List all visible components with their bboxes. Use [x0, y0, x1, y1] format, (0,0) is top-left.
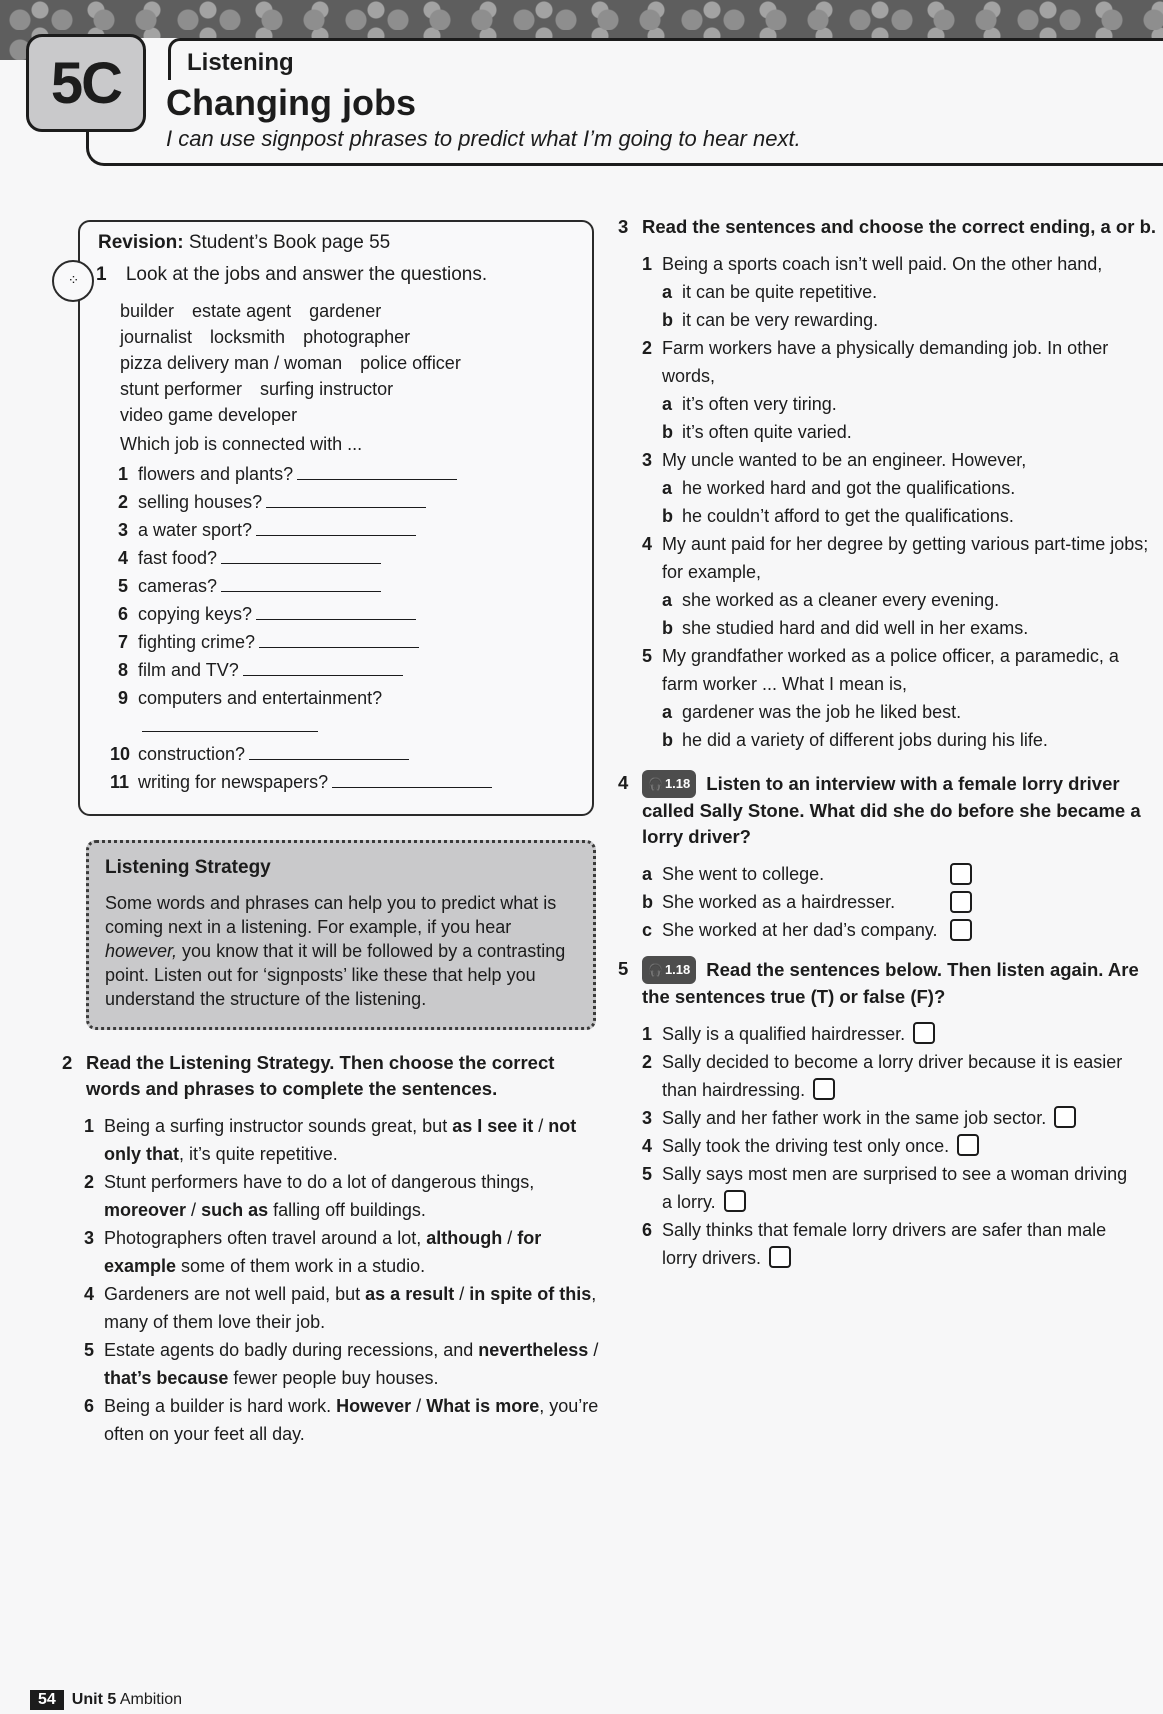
choice-option[interactable]: for example: [104, 1228, 542, 1276]
page-footer: [30, 1690, 182, 1710]
item-text: writing for newspapers?: [138, 772, 329, 792]
option-text: he worked hard and got the qualifications.: [682, 478, 1016, 498]
exercise-3-items: [642, 250, 1158, 754]
item-text: Being a surfing instructor sounds great, but: [104, 1116, 453, 1136]
item-text: Sally took the driving test only once.: [662, 1136, 950, 1156]
item-text: Sally says most men are surprised to see a woman driving a lorry.: [662, 1164, 1128, 1212]
exercise-2: [62, 1050, 602, 1448]
strategy-text-a: Some words and phrases can help you to predict what is coming next in a listening. For example, if you hear: [105, 893, 557, 937]
item-number: 4: [84, 1284, 95, 1304]
option-text: she worked as a cleaner every evening.: [682, 590, 1000, 610]
revision-heading: [98, 232, 390, 254]
list-item: [642, 1048, 1142, 1104]
revision-label: Revision:: [98, 232, 184, 253]
exercise-5-number: 5: [618, 958, 629, 979]
option-a[interactable]: a he worked hard and got the qualifications.: [662, 474, 1158, 502]
item-text: Sally and her father work in the same job sector.: [662, 1108, 1047, 1128]
item-text: flowers and plants?: [138, 464, 294, 484]
item-stem: My uncle wanted to be an engineer. However,: [662, 450, 1027, 470]
option-b[interactable]: b it can be very rewarding.: [662, 306, 1158, 334]
answer-blank[interactable]: [266, 492, 426, 508]
option-a[interactable]: a she worked as a cleaner every evening.: [662, 586, 1158, 614]
option-text: She worked at her dad’s company.: [662, 920, 938, 940]
dots-icon: ⁘: [52, 260, 94, 302]
answer-blank[interactable]: [221, 548, 381, 564]
item-text: Stunt performers have to do a lot of dangerous things,: [104, 1172, 535, 1192]
choice-option[interactable]: such as: [201, 1200, 269, 1220]
job-word: stunt performer: [120, 379, 243, 399]
item-text: computers and entertainment?: [138, 688, 383, 708]
item-text: construction?: [138, 744, 246, 764]
exercise-4-instruction: [618, 770, 1158, 850]
option-a[interactable]: a it’s often very tiring.: [662, 390, 1158, 418]
headphones-icon: 🎧: [648, 777, 663, 791]
option-letter: c: [642, 920, 653, 940]
list-item: [118, 576, 492, 604]
item-text: Photographers often travel around a lot,: [104, 1228, 427, 1248]
exercise-4-text: Listen to an interview with a female lorry driver called Sally Stone. What did she do before she became a lorry driver?: [642, 773, 1141, 847]
exercise-3-text: Read the sentences and choose the correct ending, a or b.: [642, 216, 1157, 237]
unit-name: Ambition: [119, 1691, 183, 1708]
item-text: selling houses?: [138, 492, 263, 512]
item-stem: Farm workers have a physically demanding job. In other words,: [662, 338, 1109, 386]
list-item: [642, 446, 1158, 530]
item-stem: My grandfather worked as a police officer, a paramedic, a farm worker ... What I mean is,: [662, 646, 1119, 694]
choice-separator: /: [411, 1396, 427, 1416]
tick-box[interactable]: [813, 1078, 835, 1100]
unit-label: [72, 1691, 182, 1709]
item-number: 8: [118, 660, 129, 680]
audio-track-number: 1.18: [664, 962, 691, 977]
list-item: [118, 548, 492, 576]
strategy-title: Listening Strategy: [105, 857, 271, 878]
option-letter: a: [642, 864, 653, 884]
choice-option[interactable]: in spite of this: [469, 1284, 592, 1304]
item-text: fighting crime?: [138, 632, 256, 652]
tick-box[interactable]: [913, 1022, 935, 1044]
item-number: 3: [84, 1228, 95, 1248]
item-text: a water sport?: [138, 520, 253, 540]
list-item: [642, 888, 972, 916]
option-text: it can be very rewarding.: [682, 310, 879, 330]
option-text: it’s often very tiring.: [682, 394, 837, 414]
headphones-icon: 🎧: [648, 963, 663, 977]
list-item: [84, 1280, 602, 1336]
item-text: Gardeners are not well paid, but: [104, 1284, 366, 1304]
option-text: she studied hard and did well in her exams.: [682, 618, 1029, 638]
item-number: 3: [118, 520, 129, 540]
job-row: [120, 298, 479, 324]
item-text: some of them work in a studio.: [176, 1256, 426, 1276]
option-b[interactable]: b it’s often quite varied.: [662, 418, 1158, 446]
tick-box[interactable]: [950, 891, 972, 913]
item-number: 5: [118, 576, 129, 596]
tick-box[interactable]: [950, 863, 972, 885]
exercise-1-text: Look at the jobs and answer the questions.: [125, 264, 488, 285]
item-number: 2: [118, 492, 129, 512]
item-number: 7: [118, 632, 129, 652]
choice-option[interactable]: What is more: [426, 1396, 540, 1416]
job-row: [120, 350, 479, 376]
choice-separator: /: [588, 1340, 599, 1360]
tick-box[interactable]: [724, 1190, 746, 1212]
item-number: 1: [84, 1116, 95, 1136]
strategy-text: [105, 891, 577, 1011]
list-item: [84, 1336, 602, 1392]
answer-blank[interactable]: [332, 772, 492, 788]
job-row: [120, 402, 479, 428]
list-item: [642, 1216, 1142, 1272]
choice-separator: /: [533, 1116, 549, 1136]
list-item: [642, 530, 1158, 642]
list-item: [118, 464, 492, 492]
item-number: 4: [642, 534, 653, 554]
list-item: [118, 660, 492, 688]
list-item: [118, 716, 492, 744]
item-number: 1: [642, 1024, 653, 1044]
option-b[interactable]: b he couldn’t afford to get the qualifications.: [662, 502, 1158, 530]
answer-blank[interactable]: [221, 576, 381, 592]
unit-badge: 5C: [26, 34, 146, 132]
choice-option[interactable]: nevertheless: [478, 1340, 589, 1360]
item-stem: My aunt paid for her degree by getting various part-time jobs; for example,: [662, 534, 1149, 582]
item-text: Being a builder is hard work.: [104, 1396, 337, 1416]
lesson-goal: I can use signpost phrases to predict what I’m going to hear next.: [166, 126, 801, 151]
job-list: [120, 298, 479, 428]
item-text: fast food?: [138, 548, 218, 568]
list-item: [642, 1020, 1142, 1048]
answer-blank[interactable]: [256, 520, 416, 536]
job-word: photographer: [303, 327, 411, 347]
item-text: copying keys?: [138, 604, 253, 624]
item-number: 4: [642, 1136, 653, 1156]
job-word: gardener: [309, 301, 382, 321]
list-item: [642, 860, 972, 888]
revision-box: [67, 220, 594, 816]
job-word: builder: [120, 301, 175, 321]
exercise-3-number: 3: [618, 216, 629, 237]
option-letter: b: [642, 892, 653, 912]
exercise-5-items: [642, 1020, 1142, 1272]
item-number: 5: [642, 646, 653, 666]
tick-box[interactable]: [950, 919, 972, 941]
item-number: 6: [642, 1220, 653, 1240]
item-number: 1: [642, 254, 653, 274]
option-text: it’s often quite varied.: [682, 422, 852, 442]
unit-number: Unit 5: [71, 1691, 117, 1708]
option-text: he couldn’t afford to get the qualifications.: [682, 506, 1014, 526]
exercise-5: [618, 956, 1158, 1272]
option-b[interactable]: b she studied hard and did well in her exams.: [662, 614, 1158, 642]
option-text: She worked as a hairdresser.: [662, 892, 896, 912]
choice-option[interactable]: as I see it: [452, 1116, 534, 1136]
answer-blank[interactable]: [142, 716, 318, 732]
job-word: pizza delivery man / woman: [120, 353, 343, 373]
item-number: 11: [110, 772, 130, 792]
choice-option[interactable]: not only that: [104, 1116, 577, 1164]
job-word: police officer: [360, 353, 461, 373]
list-item: [84, 1224, 602, 1280]
item-number: 10: [110, 744, 131, 764]
option-text: he did a variety of different jobs during his life.: [682, 730, 1048, 750]
option-b[interactable]: b he did a variety of different jobs during his life.: [662, 726, 1158, 754]
choice-option[interactable]: moreover: [104, 1200, 187, 1220]
list-item: [642, 916, 972, 944]
item-number: 2: [642, 1052, 653, 1072]
tick-box[interactable]: [957, 1134, 979, 1156]
list-item: [642, 1132, 1142, 1160]
exercise-4: [618, 770, 1158, 944]
list-item: [642, 1160, 1142, 1216]
item-number: 9: [118, 688, 129, 708]
job-word: estate agent: [192, 301, 292, 321]
audio-track-badge[interactable]: [642, 770, 696, 798]
exercise-2-text: Read the Listening Strategy. Then choose the correct words and phrases to complete the sentences.: [86, 1052, 555, 1099]
exercise-1-intro: Which job is connected with ...: [120, 434, 363, 454]
answer-blank[interactable]: [256, 604, 416, 620]
item-text: Sally is a qualified hairdresser.: [662, 1024, 906, 1044]
list-item: [642, 642, 1158, 754]
exercise-5-instruction: [618, 956, 1158, 1010]
option-a[interactable]: a it can be quite repetitive.: [662, 278, 1158, 306]
answer-blank[interactable]: [259, 632, 419, 648]
item-text: , it’s quite repetitive.: [179, 1144, 338, 1164]
exercise-4-number: 4: [618, 772, 629, 793]
exercise-5-text: Read the sentences below. Then listen again. Are the sentences true (T) or false (F)?: [642, 959, 1139, 1007]
item-text: Sally thinks that female lorry drivers are safer than male lorry drivers.: [662, 1220, 1107, 1268]
list-item: [118, 604, 492, 632]
list-item: [110, 744, 492, 772]
choice-separator: /: [502, 1228, 518, 1248]
answer-blank[interactable]: [297, 464, 457, 480]
list-item: [642, 1104, 1142, 1132]
item-number: 3: [642, 450, 653, 470]
exercise-2-instruction: [62, 1050, 602, 1102]
answer-blank[interactable]: [249, 744, 409, 760]
item-text: , many of them love their job.: [104, 1284, 597, 1332]
choice-option[interactable]: as a result: [365, 1284, 455, 1304]
job-word: locksmith: [210, 327, 286, 347]
job-row: [120, 324, 479, 350]
item-number: 5: [642, 1164, 653, 1184]
list-item: [642, 250, 1158, 334]
item-text: falling off buildings.: [268, 1200, 426, 1220]
audio-track-badge[interactable]: [642, 956, 696, 984]
option-text: She went to college.: [662, 864, 825, 884]
item-text: Estate agents do badly during recessions, and: [104, 1340, 479, 1360]
strategy-text-emphasis: however,: [105, 941, 178, 961]
item-number: 2: [642, 338, 653, 358]
job-word: journalist: [120, 327, 193, 347]
item-number: 4: [118, 548, 129, 568]
choice-option[interactable]: although: [426, 1228, 503, 1248]
item-text: fewer people buy houses.: [228, 1368, 439, 1388]
item-text: Sally decided to become a lorry driver because it is easier than hairdressing.: [662, 1052, 1123, 1100]
option-a[interactable]: a gardener was the job he liked best.: [662, 698, 1158, 726]
list-item: [118, 632, 492, 660]
item-number: 6: [84, 1396, 95, 1416]
list-item: [118, 492, 492, 520]
item-stem: Being a sports coach isn’t well paid. On the other hand,: [662, 254, 1103, 274]
item-text: film and TV?: [138, 660, 239, 680]
strategy-text-b: you know that it will be followed by a contrasting point. Listen out for ‘signposts’ like these that help you understand the structure of the listening.: [105, 941, 566, 1009]
tick-box[interactable]: [769, 1246, 791, 1268]
job-word: video game developer: [120, 405, 298, 425]
list-item: [118, 688, 492, 716]
answer-blank[interactable]: [243, 660, 403, 676]
listening-strategy-box: [86, 840, 596, 1030]
item-number: 6: [118, 604, 129, 624]
exercise-4-options: [642, 860, 1158, 944]
item-number: 1: [118, 464, 129, 484]
item-number: 3: [642, 1108, 653, 1128]
item-text: , you’re often on your feet all day.: [104, 1396, 599, 1444]
exercise-1-items: [110, 464, 492, 800]
option-text: gardener was the job he liked best.: [682, 702, 962, 722]
revision-ref: Student’s Book page 55: [188, 232, 391, 253]
list-item: [84, 1112, 602, 1168]
exercise-2-items: [84, 1112, 602, 1448]
choice-separator: /: [454, 1284, 470, 1304]
section-tag: Listening: [168, 38, 292, 80]
page-number: 54: [30, 1690, 64, 1710]
choice-option[interactable]: that’s because: [104, 1368, 229, 1388]
exercise-1-instruction: [96, 264, 487, 286]
job-row: [120, 376, 479, 402]
item-number: 2: [84, 1172, 95, 1192]
list-item: [110, 772, 492, 800]
item-text: cameras?: [138, 576, 218, 596]
page-title: Changing jobs: [166, 82, 416, 123]
item-number: 5: [84, 1340, 95, 1360]
list-item: [118, 520, 492, 548]
option-text: it can be quite repetitive.: [682, 282, 878, 302]
exercise-1-number: 1: [96, 264, 107, 285]
audio-track-number: 1.18: [664, 776, 691, 791]
exercise-3: [618, 214, 1158, 754]
exercise-3-instruction: [618, 214, 1158, 240]
exercise-2-number: 2: [62, 1052, 73, 1073]
tick-box[interactable]: [1054, 1106, 1076, 1128]
choice-separator: /: [186, 1200, 202, 1220]
job-word: surfing instructor: [260, 379, 394, 399]
list-item: [84, 1168, 602, 1224]
choice-option[interactable]: However: [336, 1396, 412, 1416]
list-item: [642, 334, 1158, 446]
list-item: [84, 1392, 602, 1448]
